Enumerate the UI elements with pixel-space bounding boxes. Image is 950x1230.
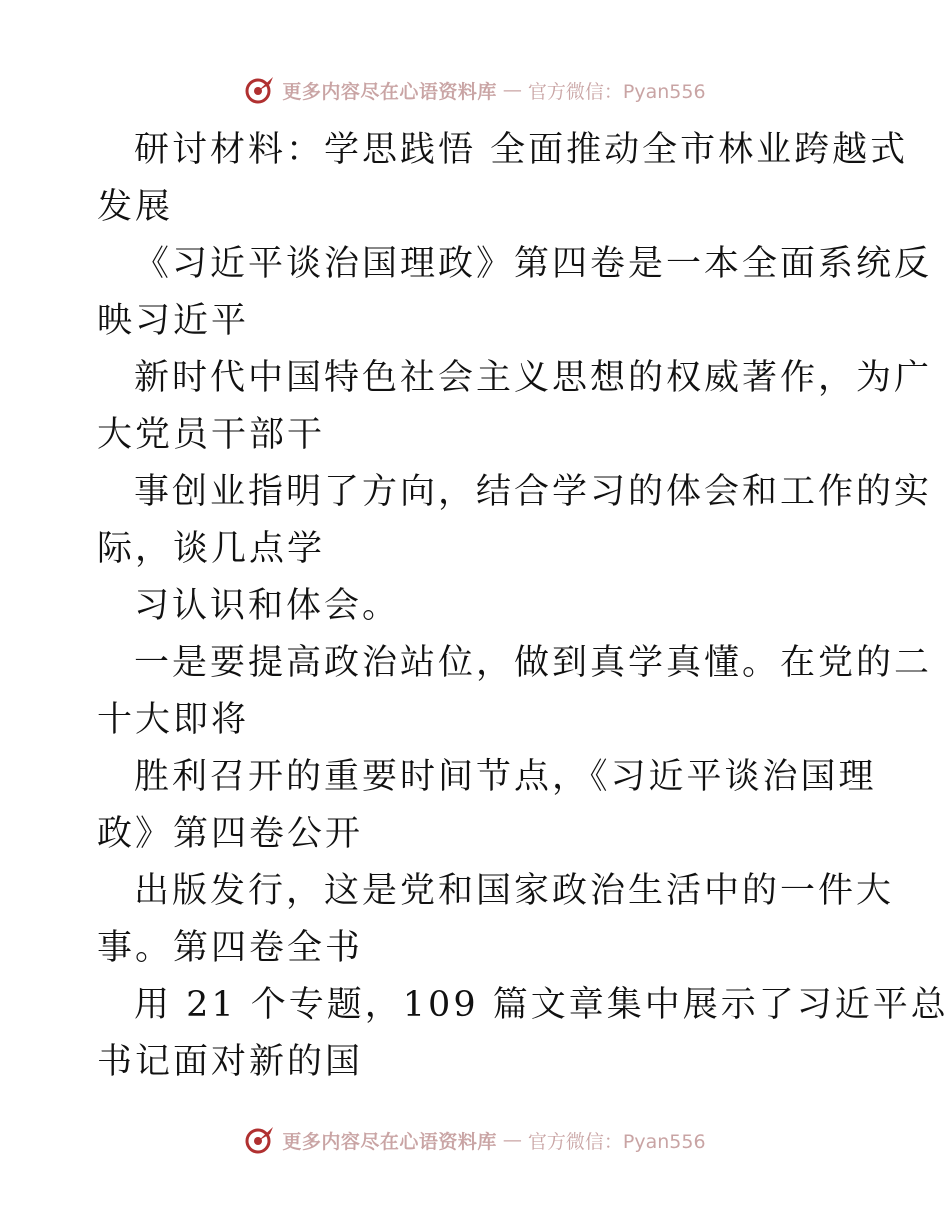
banner-separator: — — [502, 79, 522, 101]
paragraph: 用 21 个专题，109 篇文章集中展示了习近平总 书记面对新的国 — [97, 985, 949, 1082]
paragraph: 事创业指明了方向，结合学习的体会和工作的实 际，谈几点学 — [97, 472, 933, 569]
wechat-id: 官方微信：Pyan556 — [527, 80, 706, 103]
quill-in-circle-logo-icon — [244, 1124, 276, 1156]
quill-in-circle-logo-icon — [244, 74, 276, 106]
paragraph: 一是要提高政治站位，做到真学真懂。在党的二 十大即将 — [97, 643, 933, 740]
footer-banner — [0, 1120, 950, 1160]
paragraph: 新时代中国特色社会主义思想的权威著作，为广 大党员干部干 — [97, 358, 933, 455]
paragraph: 习认识和体会。 — [134, 586, 401, 626]
paragraph: 出版发行，这是党和国家政治生活中的一件大 事。第四卷全书 — [97, 871, 895, 968]
document-body — [97, 122, 949, 1091]
paragraph: 胜利召开的重要时间节点，《习近平谈治国理 政》第四卷公开 — [97, 757, 877, 854]
header-banner — [0, 70, 950, 110]
document-title: 研讨材料：学思践悟 全面推动全市林业跨越式 发展 — [97, 130, 909, 227]
site-name: 更多内容尽在心语资料库 — [282, 80, 497, 103]
site-name: 更多内容尽在心语资料库 — [282, 1130, 497, 1153]
paragraph: 《习近平谈治国理政》第四卷是一本全面系统反 映习近平 — [97, 244, 933, 341]
banner-separator: — — [502, 1129, 522, 1151]
wechat-id: 官方微信：Pyan556 — [527, 1130, 706, 1153]
